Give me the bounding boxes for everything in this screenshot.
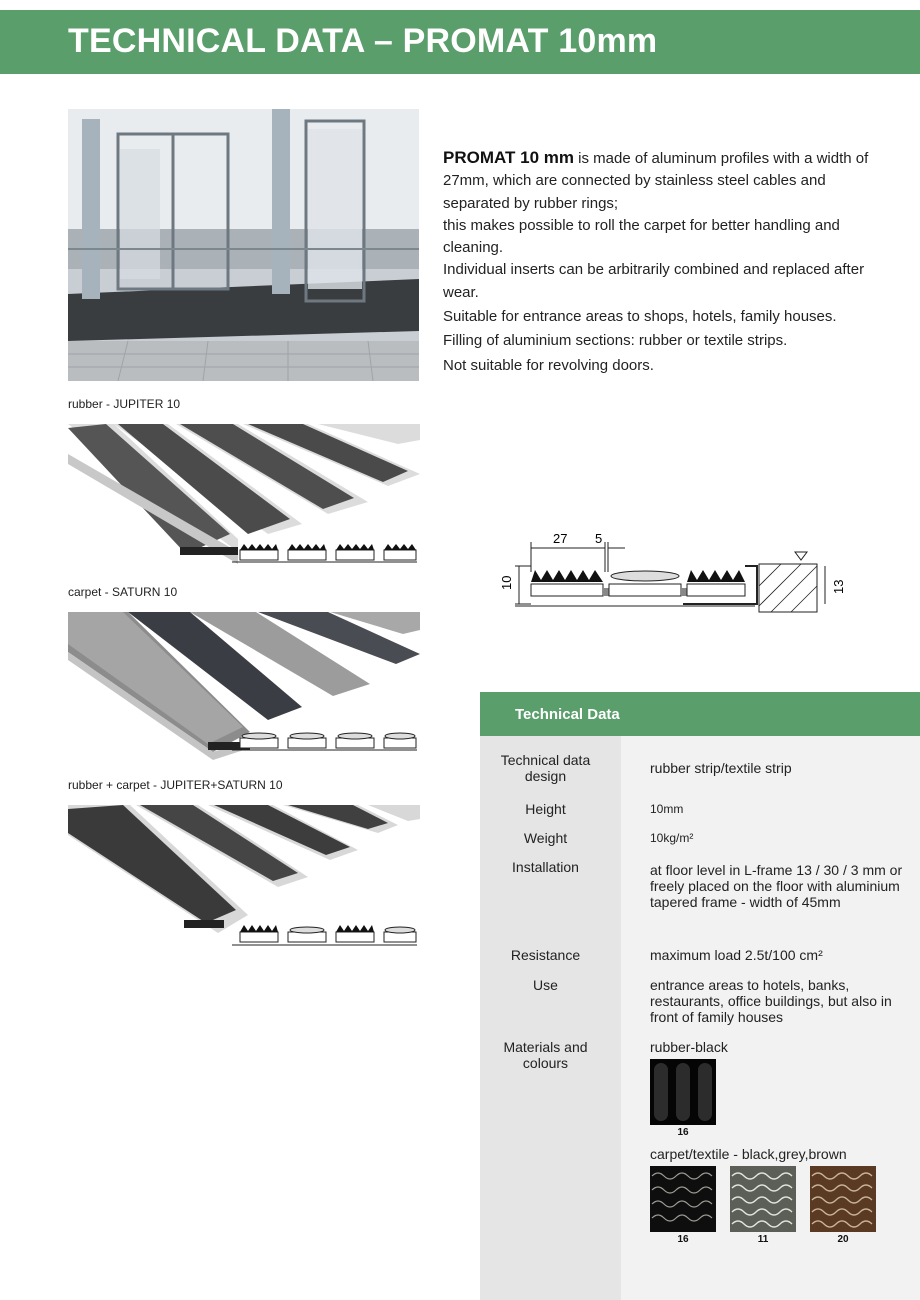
- entrance-photo: [68, 109, 419, 381]
- row-value-design: rubber strip/textile strip: [650, 760, 792, 776]
- product-description: [443, 147, 873, 377]
- row-label-use: Use: [533, 977, 558, 993]
- intro-lead-text: is made of aluminum profiles with a width of 27mm, which are connected by stainless steel cables and separated by rubber rings;: [443, 150, 869, 212]
- swatch-carpet-grey: [730, 1166, 796, 1232]
- row-value-height: 10mm: [650, 802, 684, 816]
- row-value-weight: 10kg/m²: [650, 831, 694, 845]
- row-value-installation: at floor level in L-frame 13 / 30 / 3 mm or freely placed on the floor with aluminium tapered frame - width of 45mm: [650, 862, 903, 910]
- swatch-carpet-brown: [810, 1166, 876, 1232]
- mat-image-jupiter: [68, 424, 420, 569]
- page-title: TECHNICAL DATA – PROMAT 10mm: [68, 22, 658, 60]
- dim-gap-label: 5: [595, 531, 603, 546]
- technical-data-header: [480, 692, 920, 736]
- cross-section-diagram: [495, 526, 855, 616]
- swatch-code-carpet-black: 16: [677, 1234, 689, 1245]
- product-name: PROMAT 10 mm: [443, 148, 574, 167]
- swatch-code-rubber: 16: [677, 1127, 689, 1138]
- row-label-installation: Installation: [512, 859, 579, 875]
- row-label-resistance: Resistance: [510, 947, 581, 963]
- row-label-materials: Materials and colours: [503, 1039, 588, 1071]
- intro-lead-paragraph: [443, 147, 873, 215]
- row-value-resistance: maximum load 2.5t/100 cm²: [650, 947, 823, 963]
- swatch-carpet-black: [650, 1166, 716, 1232]
- intro-paragraph: Suitable for entrance areas to shops, hotels, family houses.: [443, 308, 837, 326]
- intro-paragraph: this makes possible to roll the carpet for better handling and cleaning.: [443, 216, 840, 257]
- intro-paragraph: Filling of aluminium sections: rubber or textile strips.: [443, 332, 788, 350]
- swatch-code-carpet-brown: 20: [837, 1234, 849, 1245]
- intro-paragraph: Individual inserts can be arbitrarily combined and replaced after wear.: [443, 261, 865, 301]
- variant-caption-saturn: carpet - SATURN 10: [68, 585, 178, 599]
- dim-frame-label: 13: [831, 579, 846, 594]
- swatch-code-carpet-grey: 11: [757, 1234, 769, 1245]
- intro-paragraph: Not suitable for revolving doors.: [443, 356, 654, 374]
- mat-image-jupiter-saturn: [68, 805, 420, 953]
- dim-width-label: 27: [553, 531, 568, 546]
- dim-height-label: 10: [499, 575, 514, 590]
- variant-caption-jupiter-saturn: rubber + carpet - JUPITER+SATURN 10: [68, 778, 283, 792]
- row-value-use: entrance areas to hotels, banks, restaurants, office buildings, but also in front of family houses: [650, 977, 892, 1025]
- row-label-design: Technical data design: [500, 752, 591, 784]
- row-label-weight: Weight: [523, 830, 568, 846]
- row-value-materials: rubber-black: [650, 1039, 728, 1055]
- swatch-rubber-black: [650, 1059, 716, 1125]
- page-header: [0, 10, 920, 74]
- carpet-colours-heading: carpet/textile - black,grey,brown: [650, 1146, 847, 1162]
- variant-caption-jupiter: rubber - JUPITER 10: [68, 397, 181, 411]
- mat-image-saturn: [68, 612, 420, 760]
- row-label-height: Height: [525, 801, 566, 817]
- technical-labels-column: [480, 736, 621, 1300]
- technical-data-heading: Technical Data: [515, 706, 620, 723]
